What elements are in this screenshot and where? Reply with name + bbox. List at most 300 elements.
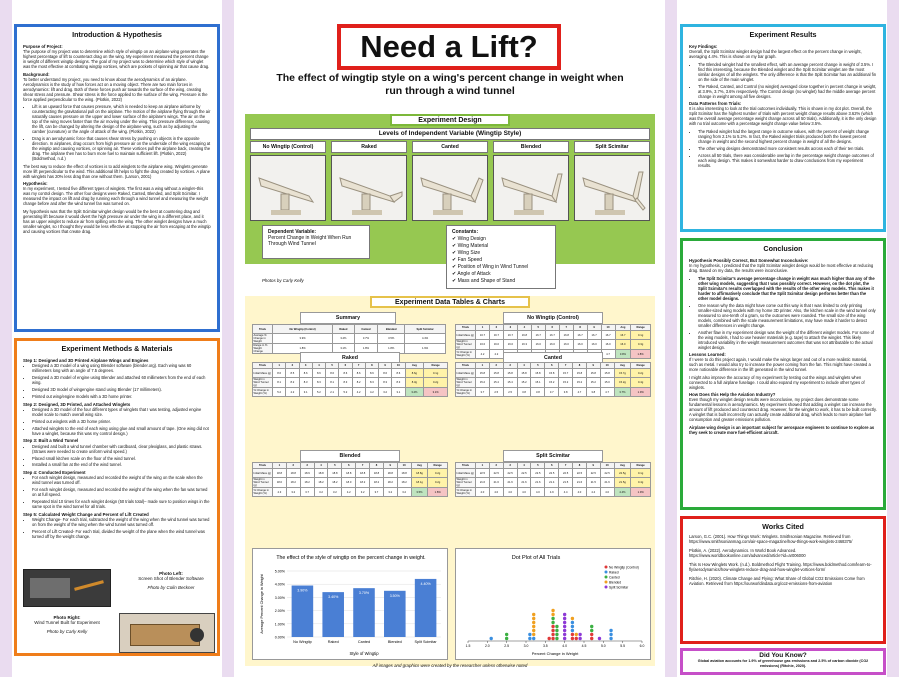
trial-cell: 8.6 (299, 369, 312, 378)
photo-left-title: Photo Left: (159, 571, 183, 576)
trial-cell: Initial Mass (g) (253, 469, 273, 478)
method-step-item: • Placed small kitchen scale on the floor of the wind tunnel. (32, 456, 211, 461)
constant-label: Wing Design (457, 236, 486, 242)
trial-cell: 0.1g (631, 469, 651, 478)
trial-row (456, 378, 651, 388)
trial-cell: 8.1 (273, 378, 286, 388)
dot (575, 637, 578, 640)
dot (532, 625, 535, 628)
dot (532, 637, 535, 640)
works-panel (680, 516, 886, 644)
dot (532, 621, 535, 624)
trial-cell: 16.7 (489, 331, 503, 340)
hypothesis-text-2: My hypothesis was that the Split Scimitar winglet design would be the best at countering drag and generating lift because it would divert the high pressure air under the wing in a different place, and it has an upper winglet to reduce air from spilling onto the wing. The other winglet designs have a much smaller winglet, so I thought they would be less effective at stopping the air from escaping at the wingtip and causing vortices that create drag. (23, 208, 211, 234)
trial-cell: Weight in Wind Tunnel (g) (253, 378, 273, 388)
trial-cell: 15.8 (545, 369, 559, 378)
trial-cell: 0.1g (424, 369, 448, 378)
trial-cell: 18.8 (342, 469, 356, 478)
trial-cell: 3.2 (286, 488, 300, 497)
citation-item: This Is How Winglets Work. (n.d.). Boldmethod Flight Training. https://www.boldmethod.com/learn-to-fly/aerodynamics/how-winglets-reduce-drag-and-how-winglet-vortices-form/ (689, 561, 872, 572)
legend-label: Blended (609, 580, 622, 585)
bar-y-label: Average Percent Change in Weight (260, 574, 264, 634)
method-step-item: • For each winglet design, measured and recorded the weight of the wing when the fan was turned on at full speed. (32, 487, 211, 497)
dot (490, 637, 493, 640)
trial-header-cell: Avg (405, 363, 424, 369)
dependent-heading: Dependent Variable: (268, 229, 317, 235)
trial-cell: 4.7 (600, 388, 614, 397)
wing-photo (250, 155, 326, 221)
trial-cell: 16.7 (601, 331, 615, 340)
trial-cell: 16.3 (517, 340, 531, 350)
trial-header-cell: 5 (328, 463, 342, 469)
trial-header-cell: 9 (587, 325, 601, 331)
dot-x-tick: 2.0 (484, 644, 490, 648)
trial-cell: 0.4g (631, 478, 651, 488)
method-step-item: • Designed a 3D model of engine using Blender and attached 60 millimeters from the end of each wing. (32, 375, 211, 385)
trial-header-cell: Avg (411, 463, 428, 469)
trial-cell: 22.5 (531, 469, 545, 478)
conclusion-list (689, 276, 877, 350)
trial-cell: 21.5 (559, 478, 573, 488)
summary-row (253, 334, 446, 344)
bar-value-label: 3.90% (297, 588, 308, 593)
method-step-item: • Weight Change- For each trial, subtracted the weight of the wing when the wind tunnel was turned on from the weight of the wing when the wind tunnel was turned off. (32, 517, 211, 527)
trial-header-cell: Trials (253, 463, 273, 469)
dot-x-label: Percent Change in Weight (531, 651, 579, 656)
trial-cell: 8.2 (286, 378, 299, 388)
trial-cell: 8.6 (326, 369, 339, 378)
trial-cell: 4.4 (559, 488, 573, 497)
photo-left-caption: Screen Shot of Blender Software (138, 576, 204, 581)
wing-photo (574, 155, 650, 221)
trial-cell: 2.1 (326, 388, 339, 397)
pattern-list (689, 129, 877, 168)
trial-table-title: Canted (503, 352, 603, 364)
trial-cell: 18.2 (397, 478, 411, 488)
purpose-text: The purpose of my project was to determine which style of wingtip on an airplane wing generates the highest percentage of lift to counteract drag on the wing. My experiment measured the percent change in weight of different wingtip designs. The goal of my project was to determine which style of winglet was the most effective at combating wingtip vortices, which are pockets of spinning air that cause drag. (23, 49, 210, 70)
trial-cell: Weight in Wind Tunnel (g) (456, 478, 476, 488)
dot-plot-svg (456, 549, 652, 661)
trial-cell: 3.7 (300, 488, 314, 497)
trial-cell: 4.2 (489, 350, 503, 359)
trial-header-cell: 1 (273, 463, 287, 469)
dot (551, 609, 554, 612)
trial-cell: 16.0 (503, 340, 517, 350)
legend-label: Split Scimitar (609, 585, 629, 590)
trial-cell: 3.2 (397, 488, 411, 497)
constant-label: Position of Wing in Wind Tunnel (457, 264, 529, 270)
key-finding-item: • The Raked, Canted, and Control (no winglet) averaged close together in percent change in weight, at 3.9%, 3.7%, 3.6% respectively. The Control design (no winglet) had the middle average percent change in weight among all five designs. (698, 84, 877, 99)
trial-header-cell: 6 (339, 363, 352, 369)
trial-header-cell: 9 (586, 463, 600, 469)
dot (532, 629, 535, 632)
trial-cell: 8.6g (405, 369, 424, 378)
trial-row (456, 469, 651, 478)
trial-header-cell: 4 (517, 363, 531, 369)
trial-cell: 21.6 (489, 478, 503, 488)
trial-cell: 3.7 (370, 488, 384, 497)
dot (563, 637, 566, 640)
dot (505, 633, 508, 636)
trial-cell: 15.2 (545, 378, 559, 388)
dot (590, 633, 593, 636)
trial-header-cell: 1 (273, 363, 286, 369)
method-step-list (23, 475, 211, 509)
trial-header-cell: Range (631, 463, 651, 469)
method-step-list (23, 444, 211, 468)
dot (578, 633, 581, 636)
trial-cell: 0.1g (631, 331, 651, 340)
know-title: Did You Know? (759, 652, 807, 659)
trial-cell: 15.8 (573, 369, 587, 378)
wing-model-icon (251, 156, 326, 221)
summary-cell: 3.1% (333, 344, 354, 354)
summary-header-cell: No Wingtip (Control) (273, 325, 333, 334)
trial-cell: 22.5 (586, 469, 600, 478)
dot-x-tick: 5.0 (600, 644, 606, 648)
trial-header-cell: 8 (573, 363, 587, 369)
trial-cell: 16.0 (531, 340, 545, 350)
trial-header-cell: Trials (253, 363, 273, 369)
dot (590, 637, 593, 640)
trial-cell: 8.3g (405, 378, 424, 388)
trial-cell: 18.8g (411, 469, 428, 478)
trial-header-cell: 4 (517, 325, 531, 331)
dot (563, 613, 566, 616)
drag-item: • Drag is an aerodynamic force that causes shear stress by pushing on objects in the opposite direction. In airplanes, drag occurs from high pressure air on the underside of the wing escaping at the wingtip and causing vortices, or spinning air. These vortices pull the airplane back, creating the drag. The airplane then has to burn more fuel to maintain sufficient lift. (Plotkin, 2022) (Boldmethod, n.d.) (32, 136, 211, 161)
trial-cell: 18.2 (370, 478, 384, 488)
trial-cell: 4.0 (573, 488, 587, 497)
blender-screenshot (23, 569, 111, 607)
levels-title: Levels of Independent Variable (Wingtip Style) (250, 128, 650, 140)
trial-header-cell: 2 (286, 363, 299, 369)
trial-cell: 8.2 (352, 378, 365, 388)
trial-cell: 4.2 (286, 388, 299, 397)
trial-cell: 0.2g (631, 369, 651, 378)
dot-x-tick: 4.0 (562, 644, 568, 648)
method-step-heading: Step 4: Conducted Experiment (23, 469, 86, 475)
trial-header-cell: 10 (392, 363, 405, 369)
dot-x-tick: 1.5 (465, 644, 471, 648)
trial-cell: 15.4 (503, 378, 517, 388)
trial-cell: 15.2g (614, 378, 631, 388)
method-step-item: • Designed a 3D model of the four different types of winglets that I was testing, adjusted engine model scale to match overall wing size. (32, 407, 211, 417)
patterns-text: It is also interesting to look at the trial outcomes individually. This is shown in my dot plot. Overall, the Split Scimitar has the highest number of trials with percent weight change results above 3.62% (which was the overall average percentage weight change across all 50 trials). Additionally, it is the only design with no trial outcome with a percentage weight change value below 3.5%. (689, 106, 877, 127)
trial-cell: 16.7 (476, 331, 490, 340)
dot (563, 629, 566, 632)
trial-header-cell: 6 (342, 463, 356, 469)
trial-header-cell: Range (631, 363, 651, 369)
trial-cell: 21.6 (503, 478, 517, 488)
legend-swatch (605, 571, 608, 574)
constant-label: Wing Size (457, 250, 481, 256)
trial-row (456, 369, 651, 378)
bar-x-tick: Canted (357, 640, 371, 644)
trial-cell: 1.8% (631, 350, 651, 359)
trial-cell: 16.0 (573, 340, 587, 350)
trial-cell: 16.0 (615, 340, 631, 350)
bar-value-label: 4.40% (420, 581, 431, 586)
summary-header-cell: Trials (253, 325, 273, 334)
trial-cell: 3.1 (392, 388, 405, 397)
intro-title: Introduction & Hypothesis (72, 30, 162, 39)
summary-cell: 1.8% (273, 344, 333, 354)
trial-cell: 15.7g (614, 369, 631, 378)
summary-cell: Average % Change in Weight (253, 334, 273, 344)
summary-header-cell: Raked (333, 325, 354, 334)
trial-cell: 3.1% (424, 388, 448, 397)
trial-cell: 18.8 (314, 469, 328, 478)
trial-cell: 3.4% (405, 388, 424, 397)
trial-cell: 4.4% (614, 488, 631, 497)
trial-header-cell: 1 (476, 363, 490, 369)
dot (609, 633, 612, 636)
trial-cell: 5.2 (312, 388, 325, 397)
lessons-text-1: If I were to do this project again, I would make the wings larger and out of a more realistic material, such as metal. I would also try to increase the power coming from the fan. This might have created a more noticeable difference in the lift generated in the wind tunnel. (689, 357, 871, 373)
trial-row (253, 388, 448, 397)
trial-cell: 16.7 (573, 331, 587, 340)
trial-table (455, 462, 651, 497)
trial-cell: 16.7 (545, 331, 559, 340)
lessons-heading: Lessons Learned: (689, 351, 726, 357)
trial-cell: 4.2 (352, 388, 365, 397)
trial-header-cell: 5 (531, 325, 545, 331)
trial-row (253, 478, 448, 488)
trial-cell: 3.2 (356, 488, 370, 497)
trial-header-cell: 8 (573, 325, 587, 331)
dot (563, 633, 566, 636)
bar-x-tick: Split Scimitar (414, 640, 437, 644)
trial-cell: 3.2 (328, 488, 342, 497)
trial-cell: 21.6 (573, 478, 587, 488)
legend-label: Canted (609, 575, 620, 580)
trial-header-cell: Avg (614, 363, 631, 369)
trial-cell: 4.0 (489, 488, 503, 497)
trial-cell: 8.5 (286, 369, 299, 378)
trial-cell: 8.3 (312, 378, 325, 388)
constant-item (452, 236, 550, 242)
trial-cell: 4.4 (586, 488, 600, 497)
trial-cell: 15.8 (503, 369, 517, 378)
trial-cell: 16.0 (545, 340, 559, 350)
trial-cell: 3.1 (299, 388, 312, 397)
works-list (683, 533, 883, 591)
trial-cell: 3.7 (545, 388, 559, 397)
trial-header-cell: 4 (312, 363, 325, 369)
trial-cell: 8.3 (365, 378, 378, 388)
dot (551, 625, 554, 628)
wing-model-icon (413, 156, 488, 221)
trial-cell: Initial Mass (g) (253, 369, 273, 378)
conclusion-text-1: In my hypothesis, I predicted that the Split Scimitar winglet design would be most effective at reducing drag. Based on my data, the results were inconclusive. (689, 263, 874, 274)
trial-header-cell: 4 (517, 463, 531, 469)
dot-x-tick: 2.5 (504, 644, 510, 648)
hypothesis-text-1: In my experiment, I tested five different types of winglets. The first was a wing without a winglet–this was my control design. The other four designs were Raked, Canted, Blended, and Split Scimitar. I measured the impact on lift and drag by running each through a wind tunnel and measuring the weight change before and after the wind tunnel fan was turned on. (23, 186, 209, 207)
center-right-gutter (665, 0, 677, 677)
constants-list (452, 236, 550, 284)
summary-cell: 1.9% (405, 344, 446, 354)
legend-label: No Wingtip (Control) (609, 565, 639, 570)
check-icon: ✔ (452, 257, 458, 263)
bar-x-tick: No Wingtip (293, 640, 312, 644)
legend-swatch (605, 581, 608, 584)
constant-label: Mass and Shape of Stand (457, 278, 516, 284)
constant-label: Angle of Attack (457, 271, 491, 277)
trial-row (456, 388, 651, 397)
dot-plot (455, 548, 651, 660)
trial-cell: 18.2 (328, 478, 342, 488)
conclusion-panel (680, 238, 886, 510)
constant-item (452, 278, 550, 284)
key-heading: Key Findings: (689, 44, 718, 49)
methods-panel (14, 338, 220, 656)
trial-cell: 16.0 (587, 340, 601, 350)
trial-cell: 8.3 (339, 378, 352, 388)
key-list (689, 62, 877, 99)
dot (575, 633, 578, 636)
trial-header-cell: 8 (370, 463, 384, 469)
method-step-item: • Attached winglets to the end of each wing using glue and small amount of tape. (One wing did not have a winglet, because this was my control design.) (32, 426, 211, 436)
conclusion-item: • Another flaw in my experiment design was the weight of the different winglet models. For some of the wing models, I had to use heavier materials (e.g. tape) to attach the winglet. This likely introduced variability in the weight measurement outcomes that was not attributable to the actual winglet design. (698, 330, 877, 350)
trial-header-cell: 6 (545, 463, 559, 469)
wing-label: Canted (412, 141, 488, 153)
poster-subtitle: The effect of wingtip style on a wing's percent change in weight when run through a wind tunnel (276, 72, 624, 98)
trial-cell: 18.0 (273, 478, 287, 488)
bar-chart (252, 548, 448, 660)
trial-header-cell: 3 (299, 363, 312, 369)
dot (598, 637, 601, 640)
trial-header-cell: 6 (545, 363, 559, 369)
trial-row (456, 478, 651, 488)
trial-cell: 18.8 (370, 469, 384, 478)
center-left-gutter (222, 0, 234, 677)
legend-swatch (605, 586, 608, 589)
trial-cell: 4.3 (273, 488, 287, 497)
wind-tunnel-photo (119, 613, 215, 653)
trial-cell: 8.6 (392, 369, 405, 378)
summary-title: Summary (300, 312, 396, 324)
trial-header-cell: 10 (600, 363, 614, 369)
constants-heading: Constants: (452, 229, 479, 235)
trial-row (253, 378, 448, 388)
trial-table (252, 462, 448, 497)
pattern-item: • The Raked winglet had the largest range in outcome values, with the percent of weight change ranging from 2.1% to 5.2%. In fact, the Raked winglet trials produced both the lowest percent change in weight and the second highest percent change in weight of all the designs. (698, 129, 877, 144)
method-step-item: • Printed out wing/engine models with a 3D home printer. (32, 394, 211, 399)
trial-cell: 16.0 (601, 340, 615, 350)
check-icon: ✔ (452, 250, 458, 256)
trial-table (252, 362, 448, 397)
trial-cell: 8.6 (273, 369, 286, 378)
trial-cell: 18.2 (356, 478, 370, 488)
summary-table (252, 324, 446, 354)
trial-cell: 16.7 (615, 331, 631, 340)
trial-cell: % Change in Weight (%) (456, 350, 476, 359)
bar-y-tick: 4.00% (274, 582, 285, 587)
dot (528, 633, 531, 636)
trial-cell: 18.8 (397, 469, 411, 478)
method-step-item: • Designed a 3D model of a wing using Blender software (blender.org). Each wing was 60 millimeters long with an angle of 7.5 degrees. (32, 363, 211, 373)
method-step-item: • Designed and built a wind tunnel chamber with cardboard, clear plexiglass, and plastic straws. (Straws were needed to create uniform wind speed.) (32, 444, 211, 454)
trial-header-cell: 9 (586, 363, 600, 369)
bar-chart-svg (253, 549, 449, 661)
trial-header-cell: Trials (456, 325, 476, 331)
trial-cell: 0.3g (631, 340, 651, 350)
method-step-heading: Step 3: Built a Wind Tunnel (23, 438, 79, 444)
trial-cell: 22.5 (559, 469, 573, 478)
trial-cell: 15.8 (531, 369, 545, 378)
data-section-title: Experiment Data Tables & Charts (370, 296, 530, 308)
photo-right-caption: Wind Tunnel Built for Experiment (34, 620, 100, 625)
trial-header-cell: 3 (300, 463, 314, 469)
dot (528, 637, 531, 640)
legend-label: Raked (609, 570, 619, 575)
trial-cell: 0.2g (424, 378, 448, 388)
trial-header-cell: 8 (365, 363, 378, 369)
trial-cell: 15.7 (559, 369, 573, 378)
dot (555, 629, 558, 632)
trial-cell: 0.4g (631, 378, 651, 388)
trial-header-cell: 5 (326, 363, 339, 369)
trial-header-cell: 3 (503, 463, 517, 469)
summary-header-cell: Canted (354, 325, 378, 334)
trial-cell: 15.4 (489, 378, 503, 388)
dot (551, 613, 554, 616)
trial-cell: 18.2 (383, 478, 397, 488)
trial-cell: 21.6 (517, 478, 531, 488)
bar (292, 586, 314, 637)
conclusion-heading-1: Hypothesis Possibly Correct, But Somewhat Inconclusive: (689, 258, 809, 263)
trial-cell: 15.2 (573, 378, 587, 388)
trial-cell: 18.8 (286, 469, 300, 478)
pattern-item: • Across all 50 trials, there was considerable overlap in the percentage weight change outcomes of each wing design. This makes it somewhat harder to draw conclusions from my experiment results. (698, 153, 877, 168)
trial-header-cell: Range (428, 463, 448, 469)
purpose-heading: Purpose of Project: (23, 44, 63, 49)
trial-cell: 3.2 (379, 388, 392, 397)
trial-cell: 15.1 (531, 378, 545, 388)
dot (551, 637, 554, 640)
bar-y-tick: 0.00% (274, 635, 285, 640)
method-step-list (23, 517, 211, 539)
dot-x-tick: 5.5 (620, 644, 626, 648)
background-text: To better understand my project, you need to know about the aerodynamics of an airplane. Aerodynamics is the study of how forces act on a moving object. There are two main forces in aerodynamics: lift and drag. Both of these forces push air towards the surface of the wing, creating shear stress and pressure. Shear stress is the force applied to the surface of the wing. Pressure is the force applied perpendicular to the wing. (Plotkin, 2022) (23, 76, 208, 102)
trial-cell: 4.2 (476, 350, 490, 359)
summary-header-cell: Blended (378, 325, 405, 334)
constant-item (452, 257, 550, 263)
dot (555, 625, 558, 628)
dot (548, 637, 551, 640)
trial-header-cell: Trials (456, 363, 476, 369)
methods-title: Experiment Methods & Materials (61, 344, 173, 353)
trial-cell: 1.9% (631, 488, 651, 497)
trial-cell: 8.1 (326, 378, 339, 388)
winglets-text: The best way to reduce the effect of vortices is to add winglets to the airplane wing. Winglets generate more lift perpendicular to the wind. This additional lift helps to fight the drag created by vortices. A plane with winglets has 20% less drag than one without them. (Larson, 2001) (23, 163, 210, 179)
trial-cell: 16.0 (559, 340, 573, 350)
wing-model-icon (332, 156, 407, 221)
trial-row (253, 369, 448, 378)
method-step-heading: Step 5: Calculated Weight Change and Percent of Lift Created (23, 511, 149, 517)
trial-header-cell: 7 (356, 463, 370, 469)
trial-cell: 4.9 (545, 488, 559, 497)
trial-cell: 8.6 (379, 369, 392, 378)
wing-label: No Wingtip (Control) (250, 141, 326, 153)
trial-cell: Weight in Wind Tunnel (g) (456, 340, 476, 350)
trial-cell: 18.9 (300, 469, 314, 478)
design-photo-credit: Photos by Carly Kelly (262, 278, 304, 283)
trial-cell: 18.2 (314, 478, 328, 488)
trial-cell: 0.2g (428, 478, 448, 488)
method-step-heading: Step 1: Designed and 3D Printed Airplane Wings and Engines (23, 358, 149, 363)
conclusion-title: Conclusion (763, 244, 803, 253)
